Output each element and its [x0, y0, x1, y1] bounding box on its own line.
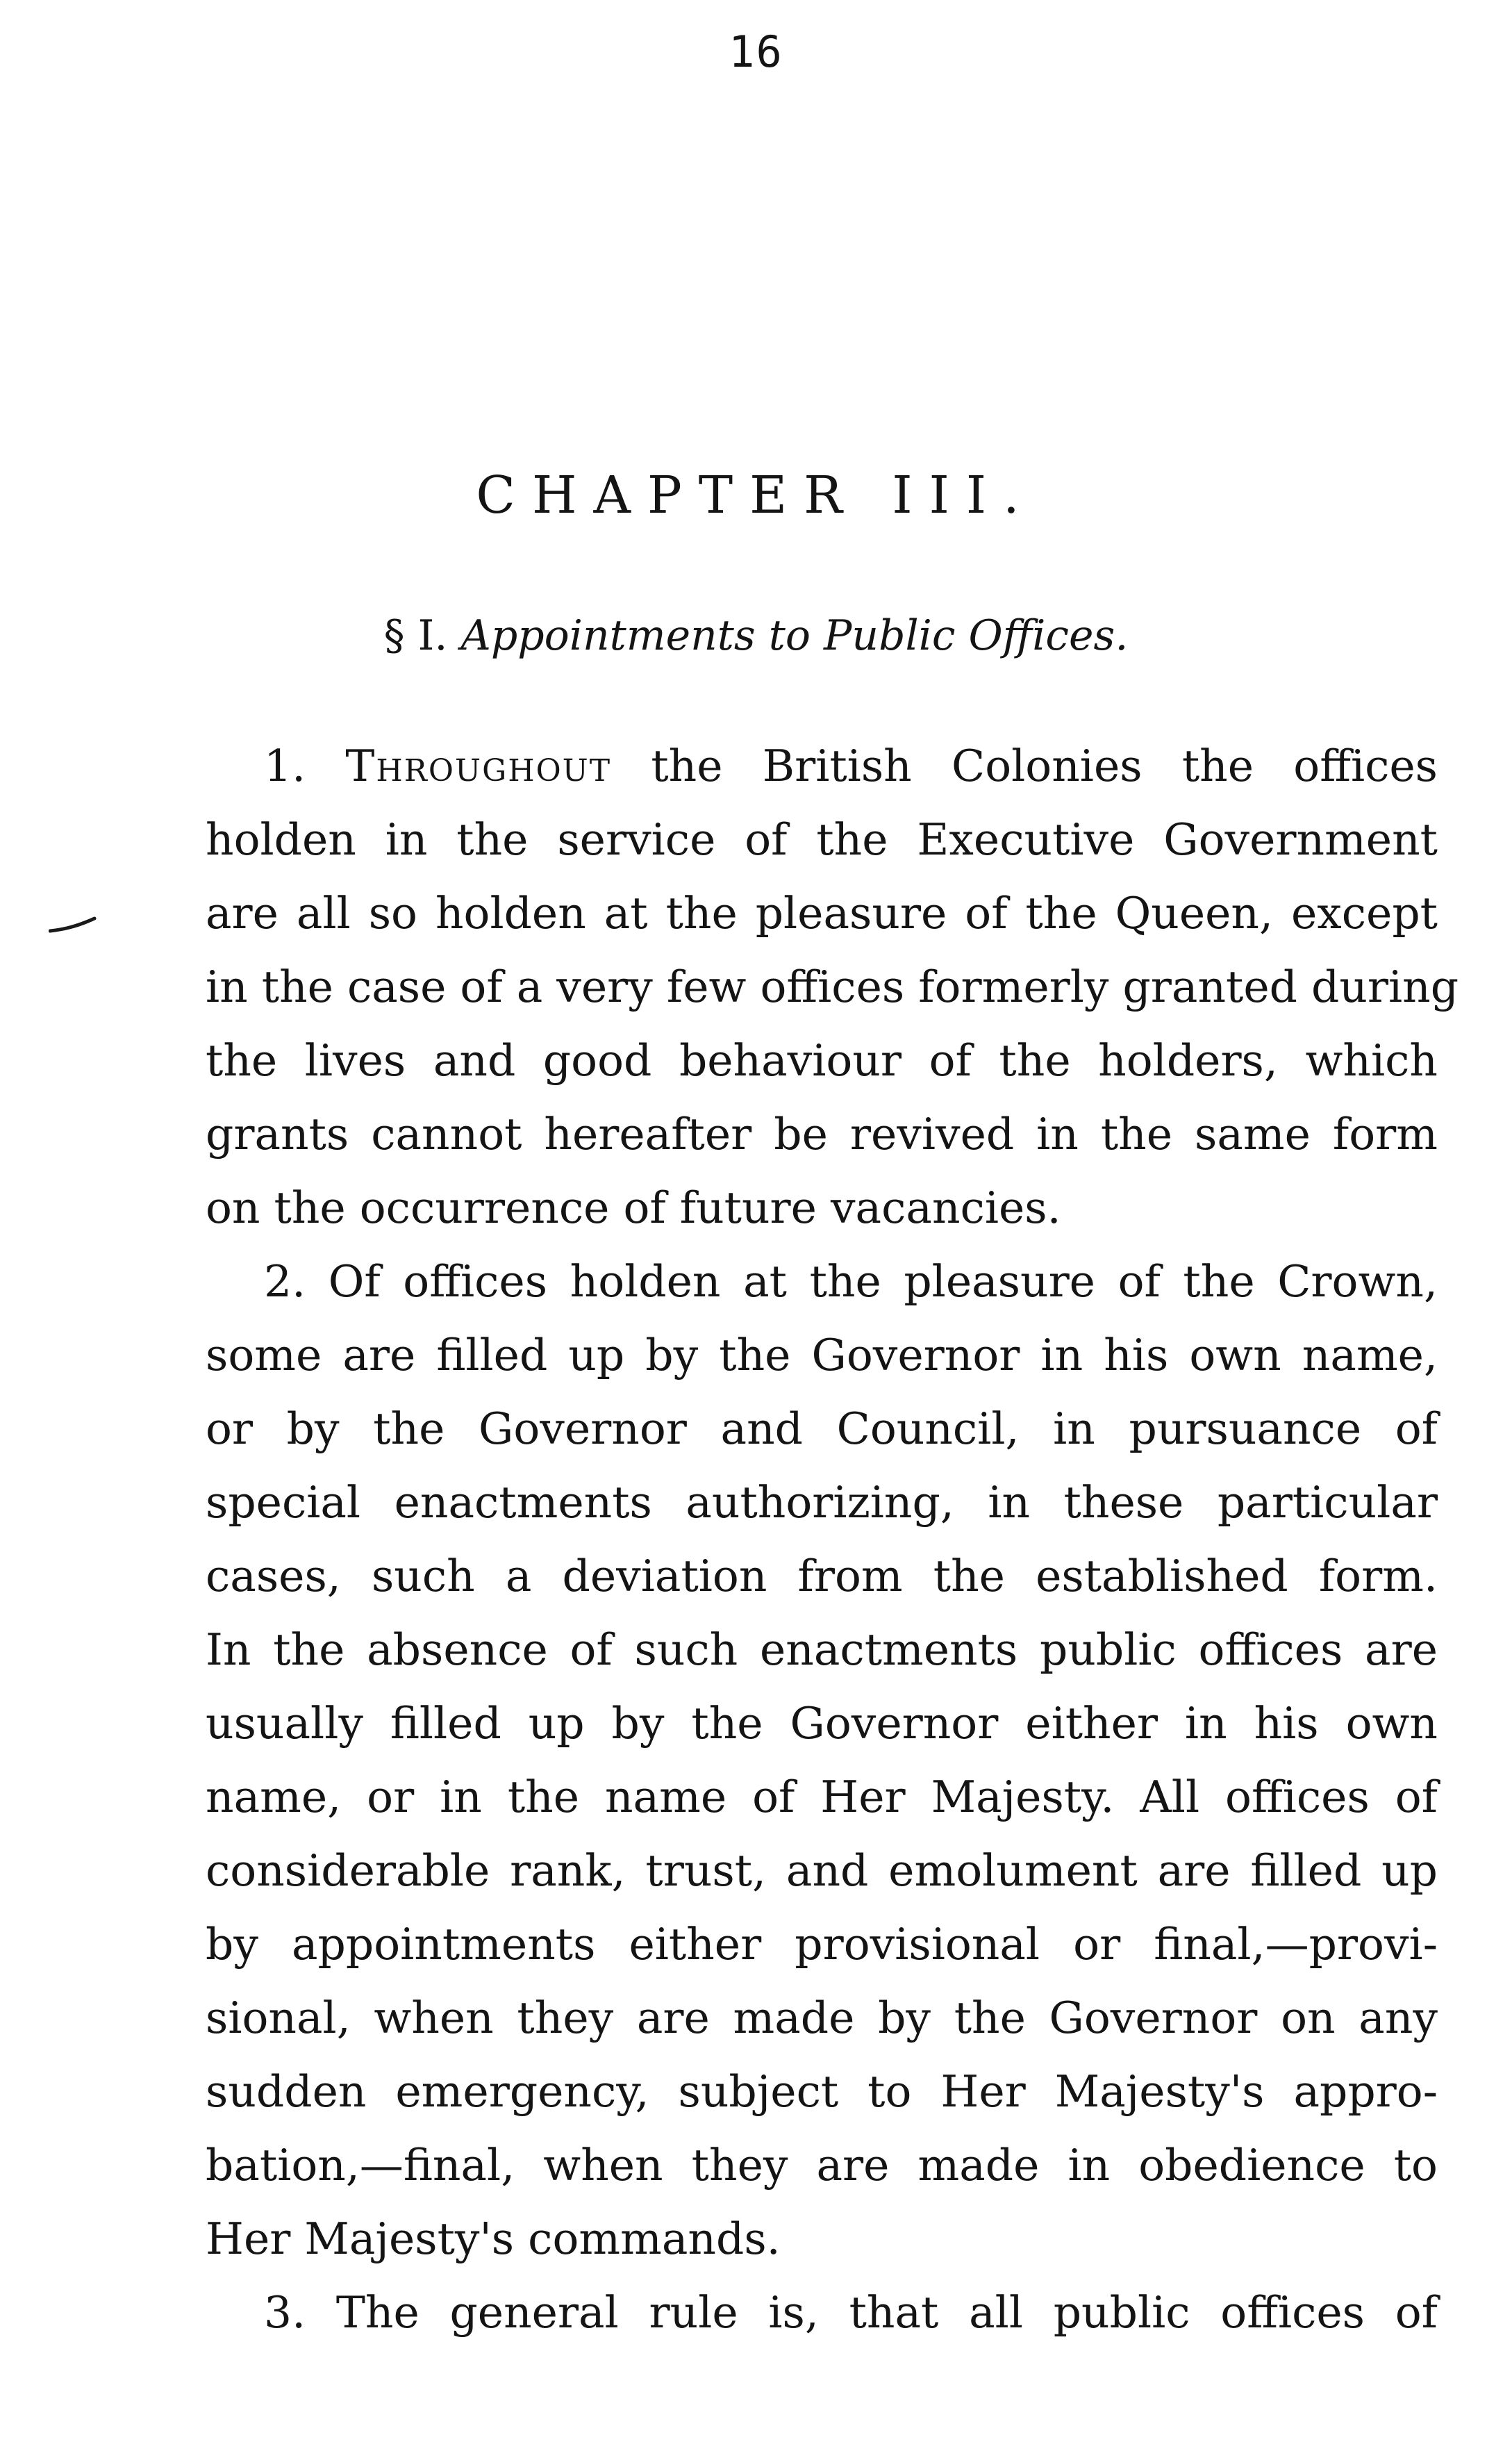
body-text — [206, 729, 1459, 2350]
text-line: are all so holden at the pleasure of the Queen, except — [206, 888, 1438, 939]
paragraph-lead-word: Throughout — [345, 741, 612, 791]
paragraph-number: 3. — [264, 2287, 306, 2338]
text-line: the British Colonies the offices — [611, 741, 1438, 791]
paragraph-number: 1. — [264, 741, 306, 791]
text-line: name, or in the name of Her Majesty. All offices of — [206, 1772, 1438, 1822]
page-number: 16 — [729, 26, 783, 77]
paragraph-2-line-1 — [206, 1245, 1438, 1319]
section-heading — [0, 611, 1512, 660]
text-line: usually filled up by the Governor either in his own — [206, 1698, 1438, 1749]
paragraph-3-line-1 — [206, 2276, 1438, 2350]
text-line: cases, such a deviation from the established form. — [206, 1551, 1438, 1601]
text-line: Her Majesty's commands. — [206, 2213, 781, 2264]
text-line: grants cannot hereafter be revived in the same form — [206, 1109, 1438, 1160]
text-line: or by the Governor and Council, in pursuance of — [206, 1403, 1438, 1454]
text-line: sional, when they are made by the Governor on any — [206, 1993, 1438, 2043]
section-mark: § I. — [383, 611, 448, 660]
text-line: in the case of a very few offices formerly granted during — [206, 962, 1459, 1012]
text-line: considerable rank, trust, and emolument are filled up — [206, 1845, 1438, 1896]
text-line: In the absence of such enactments public offices are — [206, 1624, 1438, 1675]
text-line: sudden emergency, subject to Her Majesty's appro- — [206, 2066, 1438, 2117]
paragraph-number: 2. — [264, 1256, 306, 1307]
text-line: some are filled up by the Governor in his own name, — [206, 1330, 1438, 1380]
text-line: by appointments either provisional or final,—provi- — [206, 1919, 1438, 1970]
paragraph-1-line-1 — [206, 729, 1438, 803]
text-line: Of offices holden at the pleasure of the Crown, — [306, 1256, 1438, 1307]
text-line: holden in the service of the Executive Government — [206, 814, 1438, 865]
text-line: the lives and good behaviour of the holders, which — [206, 1035, 1438, 1086]
text-line: on the occurrence of future vacancies. — [206, 1182, 1061, 1233]
text-line: special enactments authorizing, in these particular — [206, 1477, 1438, 1528]
text-line: bation,—final, when they are made in obedience to — [206, 2140, 1438, 2191]
margin-pen-mark — [49, 916, 97, 937]
section-title: Appointments to Public Offices. — [460, 611, 1129, 660]
chapter-heading: CHAPTER III. — [476, 465, 1036, 525]
text-line: The general rule is, that all public offices of — [306, 2287, 1438, 2338]
